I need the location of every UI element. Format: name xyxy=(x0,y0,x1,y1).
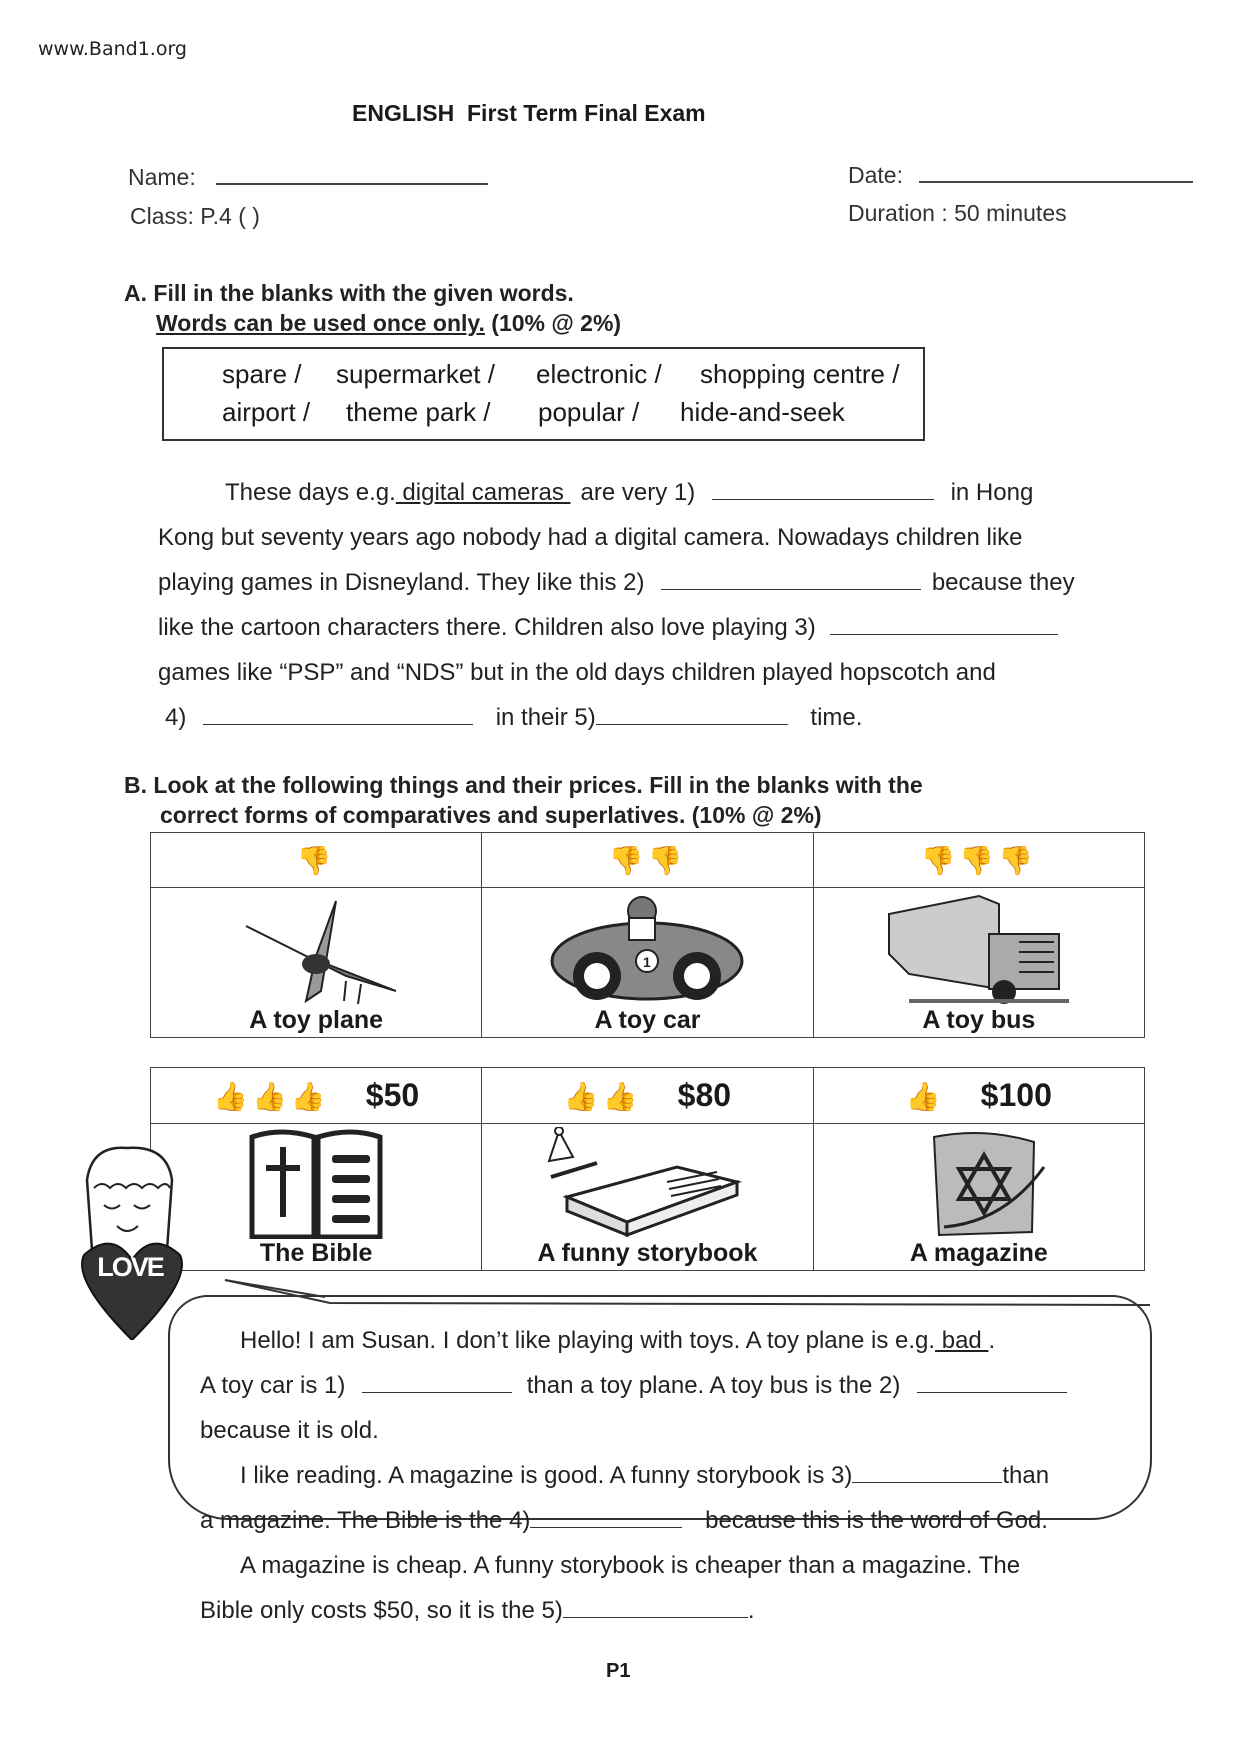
book-price-cell xyxy=(482,1068,813,1124)
word-bank-item: shopping centre / xyxy=(700,359,900,389)
name-field xyxy=(128,164,488,191)
word-bank-item: electronic / xyxy=(536,359,662,389)
word-bank-item: theme park / xyxy=(346,397,491,427)
passage-text: These days e.g. xyxy=(225,479,396,506)
blank-b5[interactable] xyxy=(563,1598,748,1618)
thumbs-down-icon: 👎 xyxy=(296,844,336,876)
book-price-cell xyxy=(813,1068,1144,1124)
speech-line-3: because it is old. xyxy=(200,1417,379,1444)
toy-rating-cell xyxy=(151,833,482,888)
book-label: The Bible xyxy=(259,1239,373,1267)
speech-text: because this is the word of God. xyxy=(705,1507,1048,1534)
speech-text: . xyxy=(988,1327,996,1354)
section-a-marks: (10% @ 2%) xyxy=(491,310,622,336)
book-label: A funny storybook xyxy=(537,1239,758,1267)
book-item-cell xyxy=(151,1124,482,1271)
speech-line-5 xyxy=(200,1498,1048,1543)
passage-line-6 xyxy=(165,695,862,740)
exam-title: ENGLISH First Term Final Exam xyxy=(352,100,706,126)
book-label: A magazine xyxy=(909,1239,1048,1267)
section-b-heading xyxy=(124,770,923,830)
page-number: P1 xyxy=(606,1660,631,1682)
svg-text:1: 1 xyxy=(643,954,652,970)
date-blank[interactable] xyxy=(919,181,1193,183)
book-price: $100 xyxy=(980,1077,1052,1113)
passage-text: in their 5) xyxy=(495,704,596,731)
word-bank-item: airport / xyxy=(222,397,311,427)
class-label: Class: P.4 ( ) xyxy=(130,203,260,229)
blank-a5[interactable] xyxy=(596,705,788,725)
speech-text: than xyxy=(1002,1462,1050,1489)
blank-a2[interactable] xyxy=(661,570,921,590)
speech-line-7 xyxy=(200,1588,755,1633)
magazine-image xyxy=(904,1127,1054,1239)
love-badge: LOVE xyxy=(97,1252,163,1282)
books-table xyxy=(150,1067,1145,1271)
speech-text: A toy car is 1) xyxy=(200,1372,346,1399)
duration-label: Duration : 50 minutes xyxy=(848,200,1067,226)
date-field xyxy=(848,162,1193,189)
word-bank-item: popular / xyxy=(538,397,640,427)
watermark: www.Band1.org xyxy=(38,38,187,60)
toy-label: A toy car xyxy=(594,1006,701,1034)
speech-line-2 xyxy=(200,1363,1067,1408)
section-b-instruction: B. Look at the following things and their prices. Fill in the blanks with the xyxy=(124,772,923,798)
name-blank[interactable] xyxy=(216,183,488,185)
passage-line-2: Kong but seventy years ago nobody had a digital camera. Nowadays children like xyxy=(158,524,1023,551)
passage-text: 4) xyxy=(165,704,187,731)
blank-a3[interactable] xyxy=(830,615,1058,635)
section-a-heading xyxy=(124,278,621,338)
passage-text: are very 1) xyxy=(580,479,696,506)
storybook-image xyxy=(537,1127,757,1239)
speech-line-6: A magazine is cheap. A funny storybook is cheaper than a magazine. The xyxy=(240,1552,1021,1579)
speech-text: I like reading. A magazine is good. A funny storybook is 3) xyxy=(240,1462,853,1489)
toy-label: A toy plane xyxy=(249,1006,384,1034)
section-a-instruction: A. Fill in the blanks with the given words. xyxy=(124,280,574,306)
bible-image xyxy=(246,1127,386,1239)
speech-text: a magazine. The Bible is the 4) xyxy=(200,1507,531,1534)
toy-car-image xyxy=(547,896,747,1006)
book-price-cell xyxy=(151,1068,482,1124)
blank-b3[interactable] xyxy=(852,1463,1002,1483)
speech-line-1 xyxy=(240,1318,995,1363)
thumbs-down-icon: 👎👎👎 xyxy=(920,844,1038,876)
toy-item-cell xyxy=(151,888,482,1038)
passage-text: because they xyxy=(931,569,1075,596)
passage-line-1 xyxy=(225,470,1033,515)
blank-a4[interactable] xyxy=(203,705,473,725)
blank-b1[interactable] xyxy=(362,1373,512,1393)
toy-rating-cell xyxy=(482,833,813,888)
toys-table xyxy=(150,832,1145,1038)
word-bank-item: spare / xyxy=(222,359,302,389)
book-item-cell xyxy=(482,1124,813,1271)
section-a-subinstruction xyxy=(124,308,621,338)
book-item-cell xyxy=(813,1124,1144,1271)
passage-line-4 xyxy=(158,605,1058,650)
word-bank-box xyxy=(162,347,925,441)
toy-item-cell xyxy=(813,888,1144,1038)
example-answer-bad: bad xyxy=(935,1327,989,1354)
once-only-note: Words can be used once only. xyxy=(156,310,485,336)
toy-rating-cell xyxy=(813,833,1144,888)
thumbs-up-icon: 👍👍👍 xyxy=(213,1081,330,1112)
thumbs-up-icon: 👍 xyxy=(905,1081,945,1112)
date-label: Date: xyxy=(848,162,903,188)
blank-b2[interactable] xyxy=(917,1373,1067,1393)
passage-text: time. xyxy=(810,704,863,731)
toy-plane-image xyxy=(226,896,406,1006)
susan-girl-illustration xyxy=(72,1140,192,1340)
speech-text: . xyxy=(747,1597,755,1624)
passage-line-3 xyxy=(158,560,1075,605)
thumbs-up-icon: 👍👍 xyxy=(563,1081,642,1112)
book-price: $80 xyxy=(677,1077,732,1113)
passage-text: playing games in Disneyland. They like this 2) xyxy=(158,569,645,596)
section-b-instruction-2: correct forms of comparatives and superlatives. (10% @ 2%) xyxy=(160,802,822,828)
blank-a1[interactable] xyxy=(712,480,934,500)
example-answer: digital cameras xyxy=(395,479,571,506)
word-bank-item: supermarket / xyxy=(336,359,495,389)
blank-b4[interactable] xyxy=(530,1508,682,1528)
toy-label: A toy bus xyxy=(922,1006,1036,1034)
speech-text: Bible only costs $50, so it is the 5) xyxy=(200,1597,563,1624)
toy-bus-image xyxy=(879,894,1079,1006)
speech-passage xyxy=(0,1318,1240,1638)
section-a-passage xyxy=(0,470,1240,750)
thumbs-down-icon: 👎👎 xyxy=(608,844,687,876)
passage-text: in Hong xyxy=(950,479,1034,506)
speech-text: Hello! I am Susan. I don’t like playing with toys. A toy plane is e.g. xyxy=(240,1327,936,1354)
speech-line-4 xyxy=(240,1453,1049,1498)
passage-text: like the cartoon characters there. Children also love playing 3) xyxy=(158,614,816,641)
speech-text: than a toy plane. A toy bus is the 2) xyxy=(526,1372,901,1399)
book-price: $50 xyxy=(365,1077,420,1113)
toy-item-cell xyxy=(482,888,813,1038)
name-label: Name: xyxy=(128,164,196,190)
passage-line-5: games like “PSP” and “NDS” but in the old days children played hopscotch and xyxy=(158,659,996,686)
word-bank-item: hide-and-seek xyxy=(680,397,845,427)
